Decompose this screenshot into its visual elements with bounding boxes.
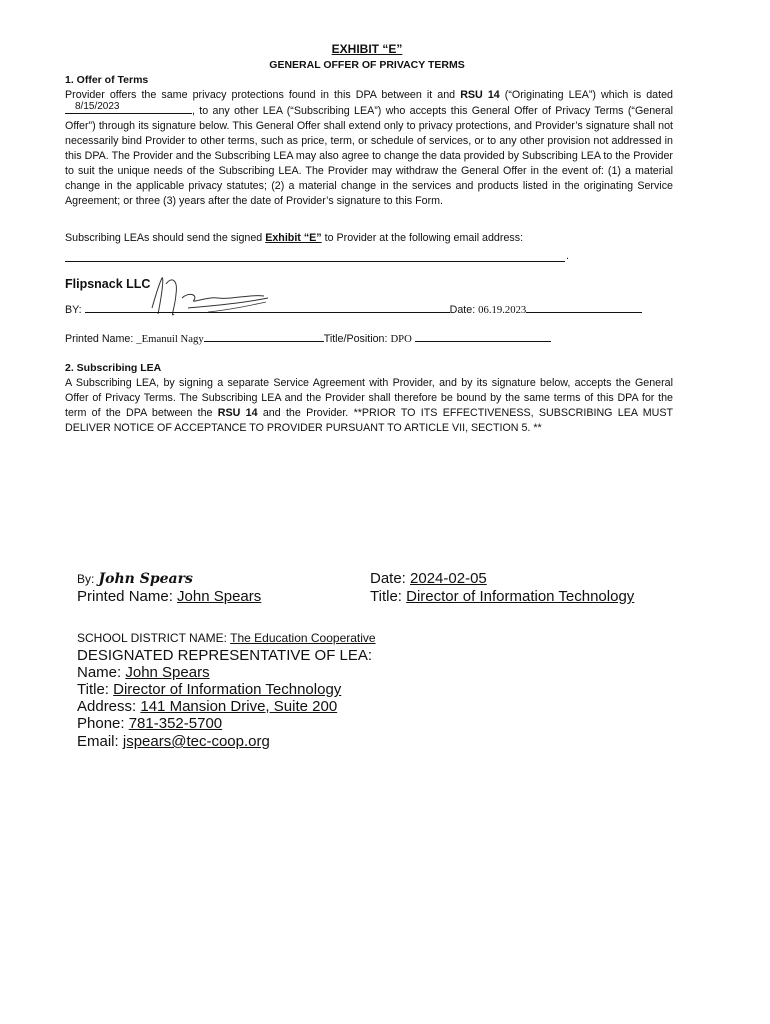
section1-text-b: (“Originating LEA”) which is dated bbox=[499, 89, 673, 101]
subscriber-date-value: 2024-02-05 bbox=[410, 570, 487, 587]
printed-name-value: _Emanuil Nagy bbox=[136, 333, 204, 345]
district-name-value: The Education Cooperative bbox=[230, 631, 376, 645]
printed-name-line bbox=[204, 331, 324, 342]
rep-address-label: Address: bbox=[77, 698, 137, 715]
provider-email-line bbox=[65, 251, 565, 262]
subscriber-date-row bbox=[370, 570, 487, 587]
rep-title-row bbox=[77, 681, 341, 698]
rep-name-row bbox=[77, 664, 210, 681]
exhibit-subtitle: GENERAL OFFER OF PRIVACY TERMS bbox=[269, 59, 465, 71]
subscriber-title-row bbox=[370, 588, 634, 605]
rep-phone-value: 781-352-5700 bbox=[128, 715, 223, 732]
provider-date-line bbox=[526, 302, 642, 313]
section2-text-b: and the Provider. **PRIOR TO ITS EFFECTIVENESS, SUBSCRIBING LEA MUST DELIVER NOTICE OF ACCEPTANCE TO PROVIDER PURSUANT TO ARTICLE VII, SECTION 5. ** bbox=[65, 407, 673, 434]
title-position-value: DPO bbox=[390, 333, 412, 345]
rep-email-label: Email: bbox=[77, 733, 119, 750]
email-line-period: . bbox=[566, 250, 570, 262]
subscriber-by-row bbox=[77, 570, 193, 587]
district-name-row bbox=[77, 631, 376, 645]
section2-paragraph bbox=[65, 376, 673, 436]
rep-title-value: Director of Information Technology bbox=[113, 681, 342, 698]
send-text-b: to Provider at the following email address: bbox=[321, 232, 524, 244]
subscriber-title-value: Director of Information Technology bbox=[406, 588, 635, 605]
by-signature-line bbox=[85, 302, 450, 313]
rep-email-row bbox=[77, 733, 270, 750]
rep-phone-label: Phone: bbox=[77, 715, 125, 732]
subscriber-printed-name-row bbox=[77, 588, 261, 605]
title-position-line bbox=[415, 331, 551, 342]
rep-address-value: 141 Mansion Drive, Suite 200 bbox=[140, 698, 338, 715]
send-text-a: Subscribing LEAs should send the signed bbox=[65, 232, 266, 244]
subscriber-by-label: By: bbox=[77, 572, 95, 586]
provider-company-name: Flipsnack LLC bbox=[65, 277, 151, 291]
rep-title-label: Title: bbox=[77, 681, 109, 698]
exhibit-title: EXHIBIT “E” bbox=[331, 42, 403, 56]
rep-name-value: John Spears bbox=[125, 664, 210, 681]
subscriber-printed-name-label: Printed Name: bbox=[77, 588, 173, 605]
provider-date-label: Date: bbox=[449, 304, 476, 316]
section1-text-a: Provider offers the same privacy protections found in this DPA between it and bbox=[65, 89, 461, 101]
dated-field bbox=[65, 103, 192, 114]
exhibit-e-reference: Exhibit “E” bbox=[265, 232, 322, 244]
designated-rep-heading: DESIGNATED REPRESENTATIVE OF LEA: bbox=[77, 647, 373, 664]
subscriber-printed-name-value: John Spears bbox=[177, 588, 262, 605]
section2-heading: 2. Subscribing LEA bbox=[65, 362, 162, 374]
subscriber-title-label: Title: bbox=[370, 588, 402, 605]
subscriber-signature: John Spears bbox=[98, 571, 193, 587]
dated-value: 8/15/2023 bbox=[75, 101, 120, 112]
section2-lea-name: RSU 14 bbox=[217, 407, 258, 419]
by-label: BY: bbox=[65, 304, 82, 316]
rep-name-label: Name: bbox=[77, 664, 122, 681]
originating-lea-name: RSU 14 bbox=[460, 89, 500, 101]
section1-heading: 1. Offer of Terms bbox=[65, 74, 149, 86]
rep-phone-row bbox=[77, 715, 222, 732]
subscriber-date-label: Date: bbox=[370, 570, 406, 587]
section1-paragraph bbox=[65, 88, 673, 209]
title-position-label: Title/Position: bbox=[323, 333, 388, 345]
section2-text-a: A Subscribing LEA, by signing a separate Service Agreement with Provider, and by its signature below, accepts the General Offer of Privacy Terms. The Subscribing LEA and the Provider shall therefore be bound by the same terms of this DPA for the term of the DPA between the bbox=[65, 377, 673, 419]
provider-by-row bbox=[65, 302, 642, 316]
section1-text-c: , to any other LEA (“Subscribing LEA”) who accepts this General Offer of Privacy Terms (“General Offer”) through its signature below. This General Offer shall extend only to privacy protections, and Provider’s signature shall not necessarily bind Provider to other terms, such as price, term, or schedule of services, or to any other provision not addressed in this DPA. The Provider and the Subscribing LEA may also agree to change the data provided by Subscribing LEA to the Provider to suit the unique needs of the Subscribing LEA. The Provider may withdraw the General Offer in the event of: (1) a material change in the applicable privacy statutes; (2) a material change in the services and products listed in the originating Service Agreement; or three (3) years after the date of Provider’s signature to this Form. bbox=[65, 105, 673, 207]
district-name-label: SCHOOL DISTRICT NAME: bbox=[77, 631, 228, 645]
printed-name-label: Printed Name: bbox=[65, 333, 134, 345]
provider-name-row bbox=[65, 331, 551, 345]
rep-email-value: jspears@tec-coop.org bbox=[122, 733, 270, 750]
provider-date-value: 06.19.2023 bbox=[478, 304, 527, 316]
send-instructions bbox=[65, 231, 673, 246]
rep-address-row bbox=[77, 698, 337, 715]
